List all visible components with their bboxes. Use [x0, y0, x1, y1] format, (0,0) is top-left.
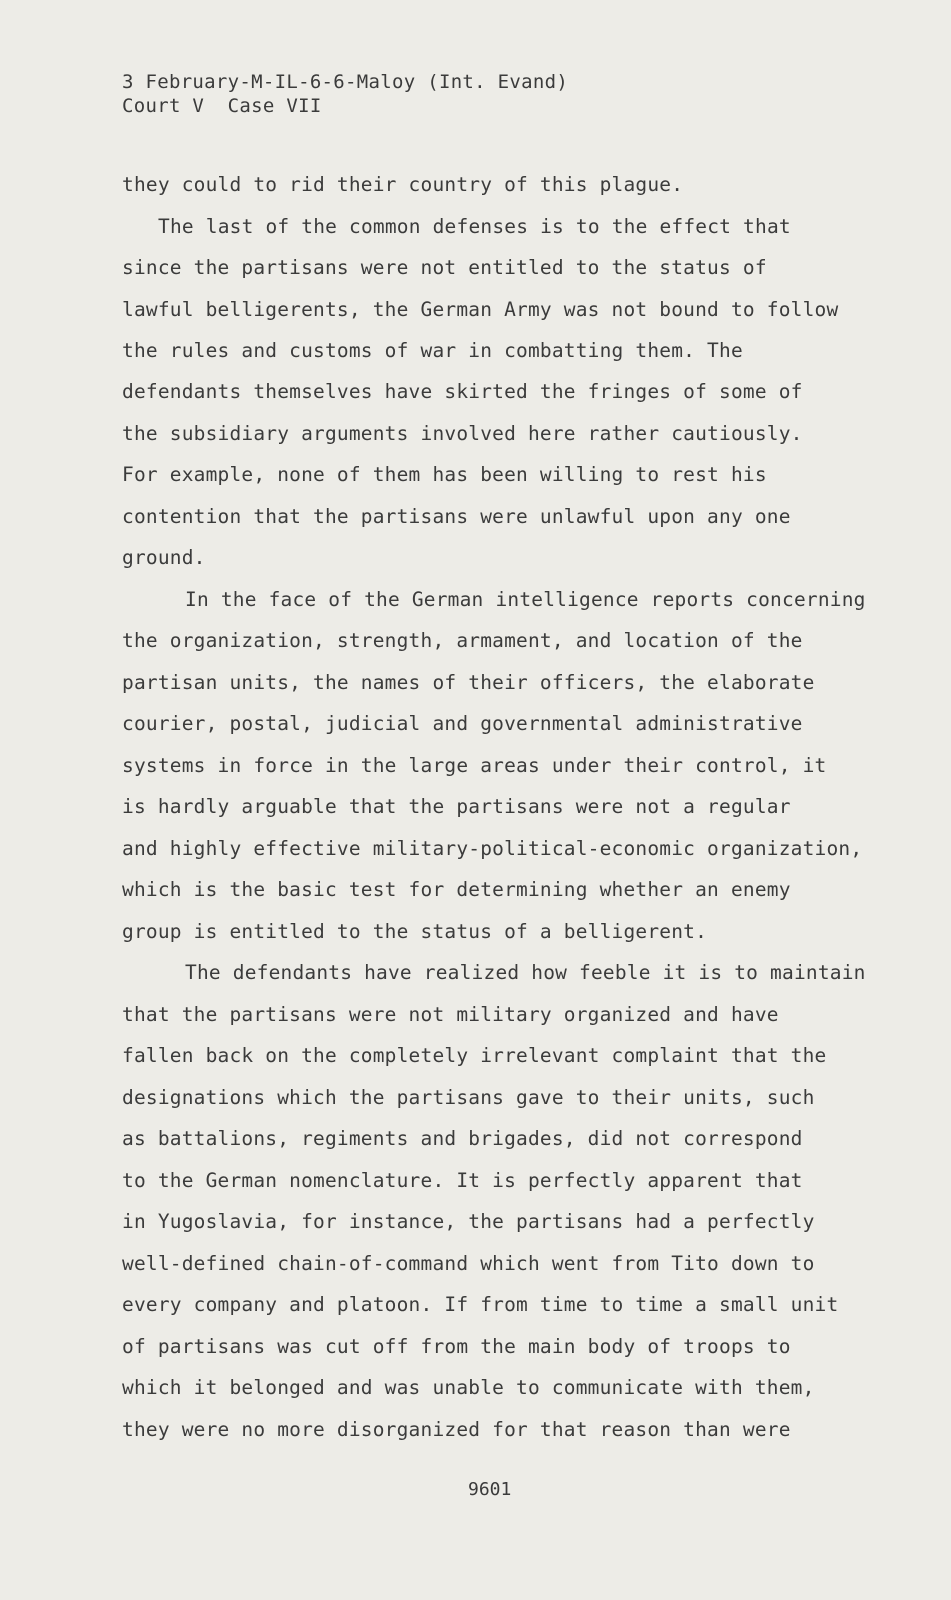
- header-line-1: 3 February-M-IL-6-6-Maloy (Int. Evand): [122, 71, 569, 93]
- body-line: they were no more disorganized for that reason than were: [122, 1418, 791, 1441]
- body-line: ground.: [122, 546, 206, 569]
- header-line-2: Court V Case VII: [122, 95, 322, 117]
- body-line: In the face of the German intelligence reports concerning: [185, 588, 866, 611]
- body-line: and highly effective military-political-economic organization,: [122, 837, 863, 860]
- document-header: [122, 70, 568, 118]
- body-line: lawful belligerents, the German Army was not bound to follow: [122, 298, 839, 321]
- body-line: the organization, strength, armament, and location of the: [122, 629, 803, 652]
- body-line: The last of the common defenses is to the effect that: [158, 215, 791, 238]
- body-line: which is the basic test for determining whether an enemy: [122, 878, 791, 901]
- body-line: designations which the partisans gave to their units, such: [122, 1086, 815, 1109]
- body-line: systems in force in the large areas under their control, it: [122, 754, 827, 777]
- body-line: every company and platoon. If from time to time a small unit: [122, 1293, 839, 1316]
- body-line: group is entitled to the status of a belligerent.: [122, 920, 708, 943]
- body-line: contention that the partisans were unlawful upon any one: [122, 505, 791, 528]
- body-line: to the German nomenclature. It is perfectly apparent that: [122, 1169, 803, 1192]
- body-line: The defendants have realized how feeble it is to maintain: [185, 961, 866, 984]
- body-line: For example, none of them has been willing to rest his: [122, 463, 767, 486]
- body-line: of partisans was cut off from the main body of troops to: [122, 1335, 791, 1358]
- body-line: in Yugoslavia, for instance, the partisans had a perfectly: [122, 1210, 815, 1233]
- body-line: courier, postal, judicial and governmental administrative: [122, 712, 803, 735]
- body-line: fallen back on the completely irrelevant complaint that the: [122, 1044, 827, 1067]
- body-line: which it belonged and was unable to communicate with them,: [122, 1376, 815, 1399]
- body-line: the rules and customs of war in combatting them. The: [122, 339, 743, 362]
- body-line: since the partisans were not entitled to the status of: [122, 256, 767, 279]
- body-line: as battalions, regiments and brigades, did not correspond: [122, 1127, 803, 1150]
- body-line: that the partisans were not military organized and have: [122, 1003, 779, 1026]
- body-line: well-defined chain-of-command which went from Tito down to: [122, 1252, 815, 1275]
- body-line: defendants themselves have skirted the fringes of some of: [122, 380, 803, 403]
- body-line: is hardly arguable that the partisans were not a regular: [122, 795, 791, 818]
- body-line: partisan units, the names of their officers, the elaborate: [122, 671, 815, 694]
- body-line: the subsidiary arguments involved here rather cautiously.: [122, 422, 803, 445]
- body-line: they could to rid their country of this plague.: [122, 173, 684, 196]
- page-number: 9601: [468, 1479, 512, 1500]
